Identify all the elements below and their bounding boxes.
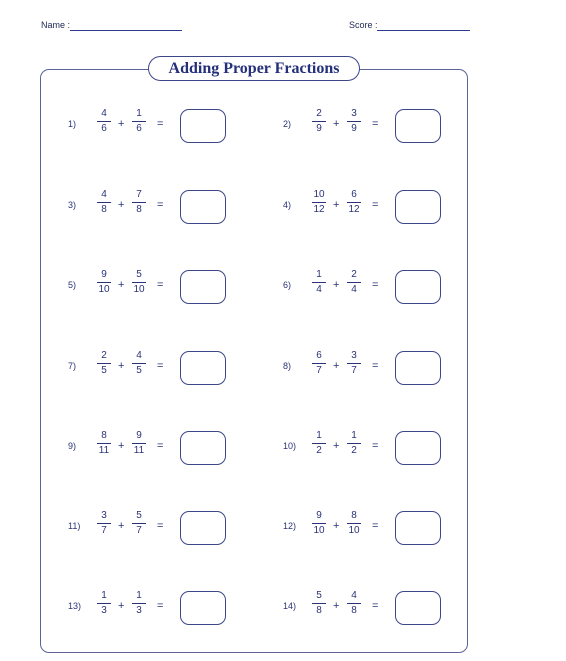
denominator: 4: [351, 284, 357, 295]
denominator: 8: [101, 204, 107, 215]
problem-item: [68, 189, 308, 225]
plus-sign: +: [333, 360, 340, 372]
fraction-bar: [97, 443, 111, 444]
plus-sign: +: [333, 118, 340, 130]
denominator: 9: [316, 123, 322, 134]
answer-box[interactable]: [395, 511, 441, 545]
second-fraction: [347, 430, 361, 457]
plus-sign: +: [118, 440, 125, 452]
denominator: 7: [351, 365, 357, 376]
answer-box[interactable]: [180, 431, 226, 465]
plus-sign: +: [333, 520, 340, 532]
fraction-bar: [312, 603, 326, 604]
answer-box[interactable]: [180, 591, 226, 625]
first-fraction: [312, 590, 326, 617]
equals-sign: =: [157, 360, 164, 372]
problem-number: 5): [68, 280, 77, 290]
problem-item: [68, 590, 308, 626]
problem-item: [68, 510, 308, 546]
fraction-bar: [97, 282, 111, 283]
second-fraction: [132, 189, 146, 216]
equals-sign: =: [372, 520, 379, 532]
problem-item: [283, 350, 523, 386]
denominator: 2: [316, 445, 322, 456]
name-field[interactable]: [70, 30, 182, 31]
score-field[interactable]: [377, 30, 470, 31]
fraction-bar: [132, 202, 146, 203]
fraction-bar: [312, 282, 326, 283]
first-fraction: [97, 430, 111, 457]
plus-sign: +: [118, 600, 125, 612]
second-fraction: [347, 108, 361, 135]
problem-number: 14): [283, 601, 297, 611]
numerator: 4: [101, 108, 107, 119]
equals-sign: =: [372, 199, 379, 211]
numerator: 8: [351, 510, 357, 521]
fraction-bar: [347, 523, 361, 524]
answer-box[interactable]: [395, 109, 441, 143]
second-fraction: [132, 350, 146, 377]
fraction-bar: [97, 603, 111, 604]
first-fraction: [312, 108, 326, 135]
numerator: 1: [316, 269, 322, 280]
problem-item: [283, 189, 523, 225]
equals-sign: =: [372, 440, 379, 452]
numerator: 8: [101, 430, 107, 441]
fraction-bar: [312, 363, 326, 364]
numerator: 1: [136, 590, 142, 601]
second-fraction: [132, 430, 146, 457]
problem-item: [283, 430, 523, 466]
denominator: 8: [136, 204, 142, 215]
answer-box[interactable]: [180, 109, 226, 143]
problem-number: 10): [283, 441, 297, 451]
numerator: 3: [101, 510, 107, 521]
denominator: 6: [101, 123, 107, 134]
problem-number: 4): [283, 200, 292, 210]
denominator: 3: [101, 605, 107, 616]
plus-sign: +: [118, 118, 125, 130]
equals-sign: =: [157, 199, 164, 211]
problem-item: [283, 590, 523, 626]
fraction-bar: [97, 363, 111, 364]
denominator: 7: [316, 365, 322, 376]
equals-sign: =: [157, 600, 164, 612]
plus-sign: +: [333, 279, 340, 291]
first-fraction: [312, 430, 326, 457]
denominator: 12: [313, 204, 325, 215]
problem-number: 11): [68, 521, 81, 531]
denominator: 2: [351, 445, 357, 456]
second-fraction: [347, 350, 361, 377]
denominator: 8: [316, 605, 322, 616]
denominator: 11: [133, 445, 145, 456]
numerator: 6: [316, 350, 322, 361]
numerator: 5: [136, 510, 142, 521]
first-fraction: [97, 350, 111, 377]
equals-sign: =: [372, 600, 379, 612]
answer-box[interactable]: [395, 190, 441, 224]
equals-sign: =: [372, 279, 379, 291]
fraction-bar: [312, 202, 326, 203]
problem-item: [283, 108, 523, 144]
equals-sign: =: [372, 118, 379, 130]
second-fraction: [347, 590, 361, 617]
numerator: 4: [101, 189, 107, 200]
problem-item: [68, 269, 308, 305]
numerator: 5: [316, 590, 322, 601]
denominator: 10: [98, 284, 110, 295]
fraction-bar: [97, 121, 111, 122]
first-fraction: [97, 189, 111, 216]
fraction-bar: [132, 121, 146, 122]
first-fraction: [97, 269, 111, 296]
answer-box[interactable]: [395, 351, 441, 385]
problem-item: [283, 510, 523, 546]
numerator: 2: [101, 350, 107, 361]
fraction-bar: [312, 443, 326, 444]
score-label: Score :: [349, 20, 378, 30]
fraction-bar: [347, 603, 361, 604]
fraction-bar: [97, 523, 111, 524]
denominator: 6: [136, 123, 142, 134]
problem-item: [68, 350, 308, 386]
denominator: 7: [136, 525, 142, 536]
problem-number: 3): [68, 200, 77, 210]
equals-sign: =: [157, 118, 164, 130]
numerator: 1: [351, 430, 357, 441]
denominator: 4: [316, 284, 322, 295]
problem-number: 6): [283, 280, 292, 290]
first-fraction: [312, 350, 326, 377]
numerator: 3: [351, 108, 357, 119]
numerator: 1: [136, 108, 142, 119]
second-fraction: [132, 590, 146, 617]
name-label: Name :: [41, 20, 71, 30]
numerator: 5: [136, 269, 142, 280]
first-fraction: [312, 510, 326, 537]
problem-number: 7): [68, 361, 77, 371]
problem-item: [68, 108, 308, 144]
answer-box[interactable]: [180, 270, 226, 304]
numerator: 9: [101, 269, 107, 280]
problem-number: 9): [68, 441, 77, 451]
numerator: 4: [136, 350, 142, 361]
denominator: 8: [351, 605, 357, 616]
equals-sign: =: [372, 360, 379, 372]
plus-sign: +: [118, 360, 125, 372]
plus-sign: +: [118, 199, 125, 211]
denominator: 9: [351, 123, 357, 134]
equals-sign: =: [157, 279, 164, 291]
problem-number: 8): [283, 361, 292, 371]
fraction-bar: [347, 363, 361, 364]
denominator: 3: [136, 605, 142, 616]
first-fraction: [312, 189, 326, 216]
fraction-bar: [132, 363, 146, 364]
numerator: 2: [316, 108, 322, 119]
fraction-bar: [347, 282, 361, 283]
denominator: 10: [133, 284, 145, 295]
equals-sign: =: [157, 520, 164, 532]
numerator: 10: [313, 189, 325, 200]
fraction-bar: [132, 443, 146, 444]
problem-item: [68, 430, 308, 466]
denominator: 10: [348, 525, 360, 536]
fraction-bar: [347, 121, 361, 122]
fraction-bar: [347, 443, 361, 444]
denominator: 12: [348, 204, 360, 215]
problem-item: [283, 269, 523, 305]
answer-box[interactable]: [180, 511, 226, 545]
first-fraction: [97, 590, 111, 617]
fraction-bar: [347, 202, 361, 203]
second-fraction: [347, 189, 361, 216]
problem-number: 13): [68, 601, 82, 611]
numerator: 4: [351, 590, 357, 601]
second-fraction: [132, 269, 146, 296]
problem-number: 1): [68, 119, 77, 129]
second-fraction: [347, 269, 361, 296]
equals-sign: =: [157, 440, 164, 452]
fraction-bar: [132, 603, 146, 604]
second-fraction: [132, 108, 146, 135]
numerator: 6: [351, 189, 357, 200]
second-fraction: [132, 510, 146, 537]
fraction-bar: [312, 121, 326, 122]
denominator: 11: [98, 445, 110, 456]
plus-sign: +: [333, 600, 340, 612]
numerator: 7: [136, 189, 142, 200]
fraction-bar: [132, 523, 146, 524]
second-fraction: [347, 510, 361, 537]
numerator: 2: [351, 269, 357, 280]
fraction-bar: [97, 202, 111, 203]
fraction-bar: [132, 282, 146, 283]
numerator: 9: [316, 510, 322, 521]
worksheet-title: Adding Proper Fractions: [148, 56, 360, 81]
first-fraction: [312, 269, 326, 296]
plus-sign: +: [333, 440, 340, 452]
numerator: 9: [136, 430, 142, 441]
plus-sign: +: [333, 199, 340, 211]
denominator: 5: [136, 365, 142, 376]
answer-box[interactable]: [395, 270, 441, 304]
denominator: 7: [101, 525, 107, 536]
numerator: 3: [351, 350, 357, 361]
first-fraction: [97, 108, 111, 135]
answer-box[interactable]: [395, 431, 441, 465]
problem-number: 2): [283, 119, 292, 129]
plus-sign: +: [118, 520, 125, 532]
answer-box[interactable]: [180, 351, 226, 385]
problem-number: 12): [283, 521, 297, 531]
denominator: 5: [101, 365, 107, 376]
numerator: 1: [101, 590, 107, 601]
denominator: 10: [313, 525, 325, 536]
numerator: 1: [316, 430, 322, 441]
fraction-bar: [312, 523, 326, 524]
answer-box[interactable]: [395, 591, 441, 625]
first-fraction: [97, 510, 111, 537]
plus-sign: +: [118, 279, 125, 291]
answer-box[interactable]: [180, 190, 226, 224]
